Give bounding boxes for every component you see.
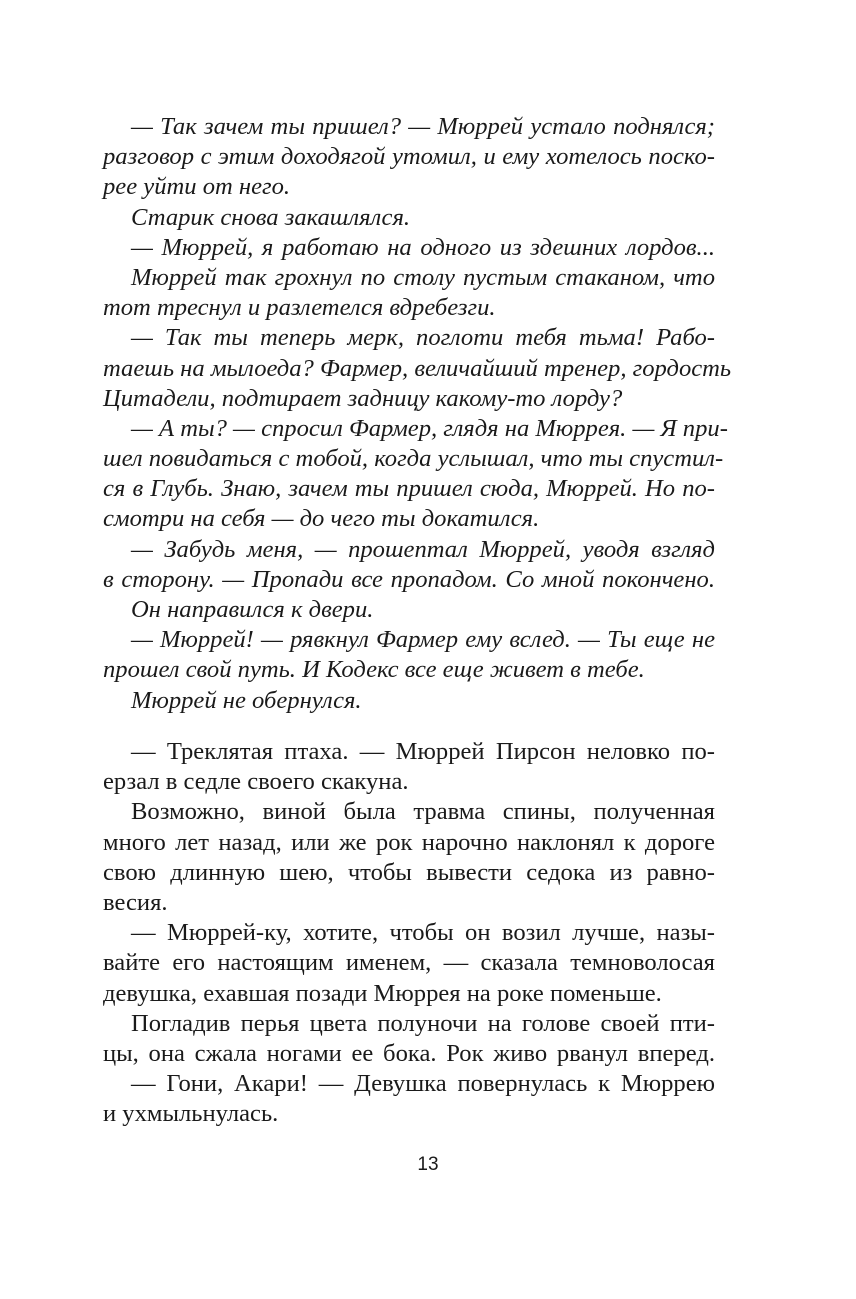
body-text-line: Погладив перья цвета полуночи на голове своей пти- [131,1009,715,1037]
italic-text-line: Мюррей так грохнул по столу пустым стаканом, что [131,263,715,291]
body-text-line: свою длинную шею, чтобы вывести седока из равно- [103,858,715,886]
body-text-line: цы, она сжала ногами ее бока. Рок живо рванул вперед. [103,1039,715,1067]
body-text-line: весия. [103,888,168,916]
italic-text-line: рее уйти от него. [103,173,291,201]
body-text-line: Возможно, виной была травма спины, полученная [131,798,715,826]
italic-text-line: Старик снова закашлялся. [131,203,411,231]
italic-text-line: ся в Глубь. Знаю, зачем ты пришел сюда, Мюррей. Но по- [103,475,715,503]
italic-text-line: — Забудь меня, — прошептал Мюррей, уводя взгляд [131,535,715,563]
italic-text-line: шел повидаться с тобой, когда услышал, что ты спустил- [103,445,724,473]
italic-text-line: таешь на мылоеда? Фармер, величайший тренер, гордость [103,354,732,382]
italic-text-line: Он направился к двери. [131,596,374,623]
flashback-italic-section [103,112,732,716]
italic-text-line: Цитадели, подтирает задницу какому-то лорду? [103,384,623,412]
body-text-line: и ухмыльнулась. [103,1100,279,1128]
main-narrative-section [103,737,715,1129]
body-text-line: ерзал в седле своего скакуна. [103,768,409,796]
body-text-line: — Треклятая птаха. — Мюррей Пирсон неловко по- [131,738,715,765]
italic-text-line: — Мюррей! — рявкнул Фармер ему вслед. — Ты еще не [131,626,715,654]
italic-text-line: — Мюррей, я работаю на одного из здешних лордов... [131,233,715,261]
italic-text-line: разговор с этим доходягой утомил, и ему хотелось поско- [103,143,715,171]
italic-text-line: прошел свой путь. И Кодекс все еще живет в тебе. [103,656,645,684]
italic-text-line: — Так зачем ты пришел? — Мюррей устало поднялся; [131,113,715,140]
body-text-line: много лет назад, или же рок нарочно наклонял к дороге [103,828,715,856]
body-text-line: — Мюррей-ку, хотите, чтобы он возил лучше, назы- [131,919,715,947]
italic-text-line: — А ты? — спросил Фармер, глядя на Мюррея. — Я при- [131,414,728,442]
italic-text-line: тот треснул и разлетелся вдребезги. [103,294,496,322]
body-text-line: — Гони, Акари! — Девушка повернулась к Мюррею [131,1070,715,1098]
body-text-line: вайте его настоящим именем, — сказала темноволосая [103,949,715,977]
italic-text-line: — Так ты теперь мерк, поглоти тебя тьма! Рабо- [131,324,715,352]
italic-text-line: в сторону. — Пропади все пропадом. Со мной покончено. [103,565,715,593]
italic-text-line: Мюррей не обернулся. [131,686,362,714]
body-text-line: девушка, ехавшая позади Мюррея на роке поменьше. [103,979,662,1007]
italic-text-line: смотри на себя — до чего ты докатился. [103,505,540,533]
page-number: 13 [417,1154,439,1175]
